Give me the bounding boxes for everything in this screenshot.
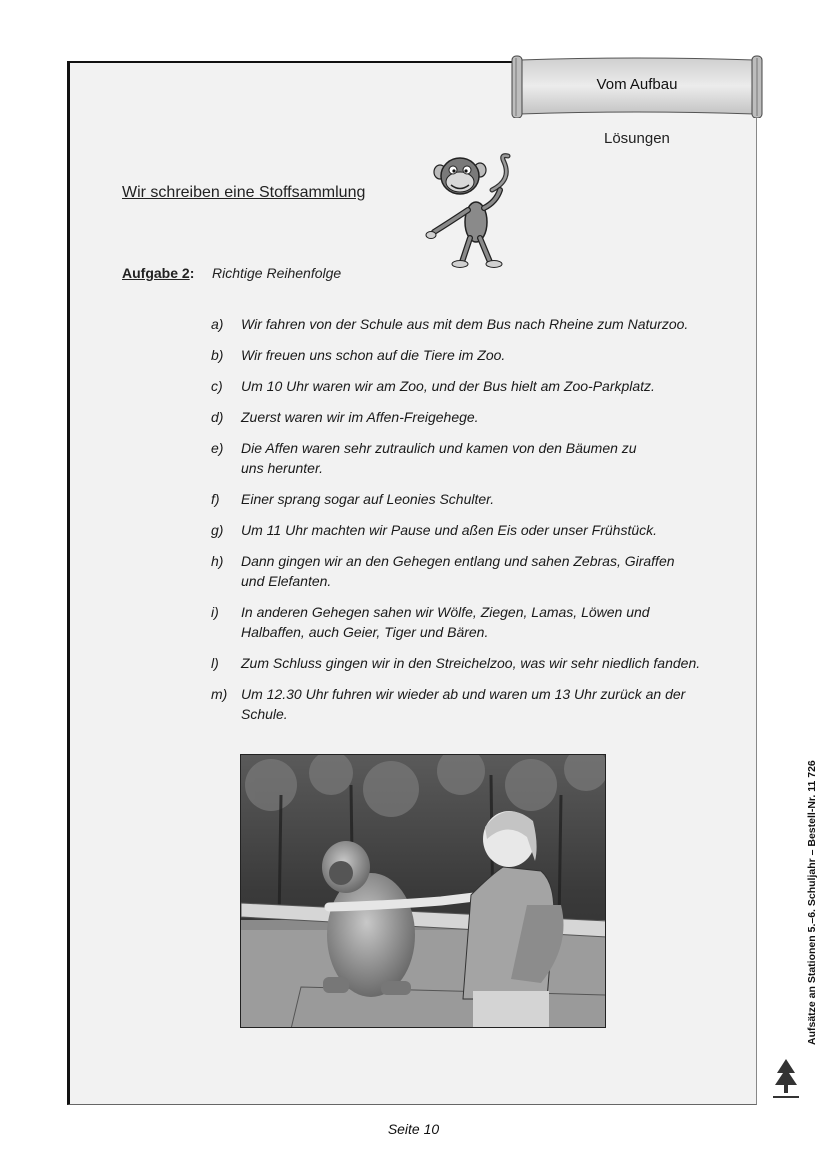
item-text: Um 10 Uhr waren wir am Zoo, und der Bus hielt am Zoo-Parkplatz. (241, 378, 655, 394)
item-text: Die Affen waren sehr zutraulich und kamen von den Bäumen zu uns herunter. (241, 440, 637, 476)
task-label: Aufgabe 2: (122, 265, 195, 281)
list-item (211, 684, 686, 724)
item-letter: c) (211, 378, 223, 394)
page-heading: Wir schreiben eine Stoffsammlung (122, 184, 366, 201)
list-item (211, 376, 731, 396)
solutions-label: Lösungen (604, 130, 670, 147)
item-text: Einer sprang sogar auf Leonies Schulter. (241, 491, 495, 507)
list-item (211, 489, 731, 509)
item-letter: e) (211, 440, 224, 456)
monkey-cartoon-icon (420, 150, 520, 272)
item-letter: h) (211, 553, 224, 569)
item-text: Wir fahren von der Schule aus mit dem Bus nach Rheine zum Naturzoo. (241, 316, 689, 332)
item-text: Zum Schluss gingen wir in den Streichelzoo, was wir sehr niedlich fanden. (241, 655, 701, 671)
item-letter: f) (211, 491, 220, 507)
item-letter: a) (211, 316, 224, 332)
list-item (211, 314, 731, 334)
list-item (211, 345, 731, 365)
item-text: In anderen Gehegen sahen wir Wölfe, Ziegen, Lamas, Löwen und Halbaffen, auch Geier, Tiger und Bären. (241, 604, 650, 640)
item-letter: m) (211, 686, 228, 702)
list-item (211, 653, 731, 673)
list-item (211, 407, 731, 427)
page-number: Seite 10 (387, 1121, 440, 1137)
item-text: Um 11 Uhr machten wir Pause und aßen Eis oder unser Frühstück. (241, 522, 658, 538)
list-item (211, 520, 731, 540)
list-item (211, 602, 666, 642)
item-letter: g) (211, 522, 224, 538)
task-title: Richtige Reihenfolge (212, 265, 342, 281)
item-text: Dann gingen wir an den Gehegen entlang und sahen Zebras, Giraffen und Elefanten. (241, 553, 675, 589)
item-text: Um 12.30 Uhr fuhren wir wieder ab und waren um 13 Uhr zurück an der Schule. (241, 686, 686, 722)
item-text: Wir freuen uns schon auf die Tiere im Zoo. (241, 347, 506, 363)
item-letter: l) (211, 655, 219, 671)
item-letter: i) (211, 604, 219, 620)
section-title: Vom Aufbau (596, 76, 678, 93)
zoo-photo (240, 754, 606, 1028)
item-letter: d) (211, 409, 224, 425)
list-item (211, 438, 651, 478)
kohl-verlag-logo-icon (771, 1055, 801, 1113)
photo-girl-with-monkey-icon (241, 755, 606, 1028)
side-publisher-text: Aufsätze an Stationen 5.–6. Schuljahr – Bestell-Nr. 11 726 (806, 760, 818, 1045)
list-item (211, 551, 691, 591)
title-scroll (510, 54, 764, 118)
item-text: Zuerst waren wir im Affen-Freigehege. (241, 409, 479, 425)
item-letter: b) (211, 347, 224, 363)
answer-list (211, 314, 731, 735)
